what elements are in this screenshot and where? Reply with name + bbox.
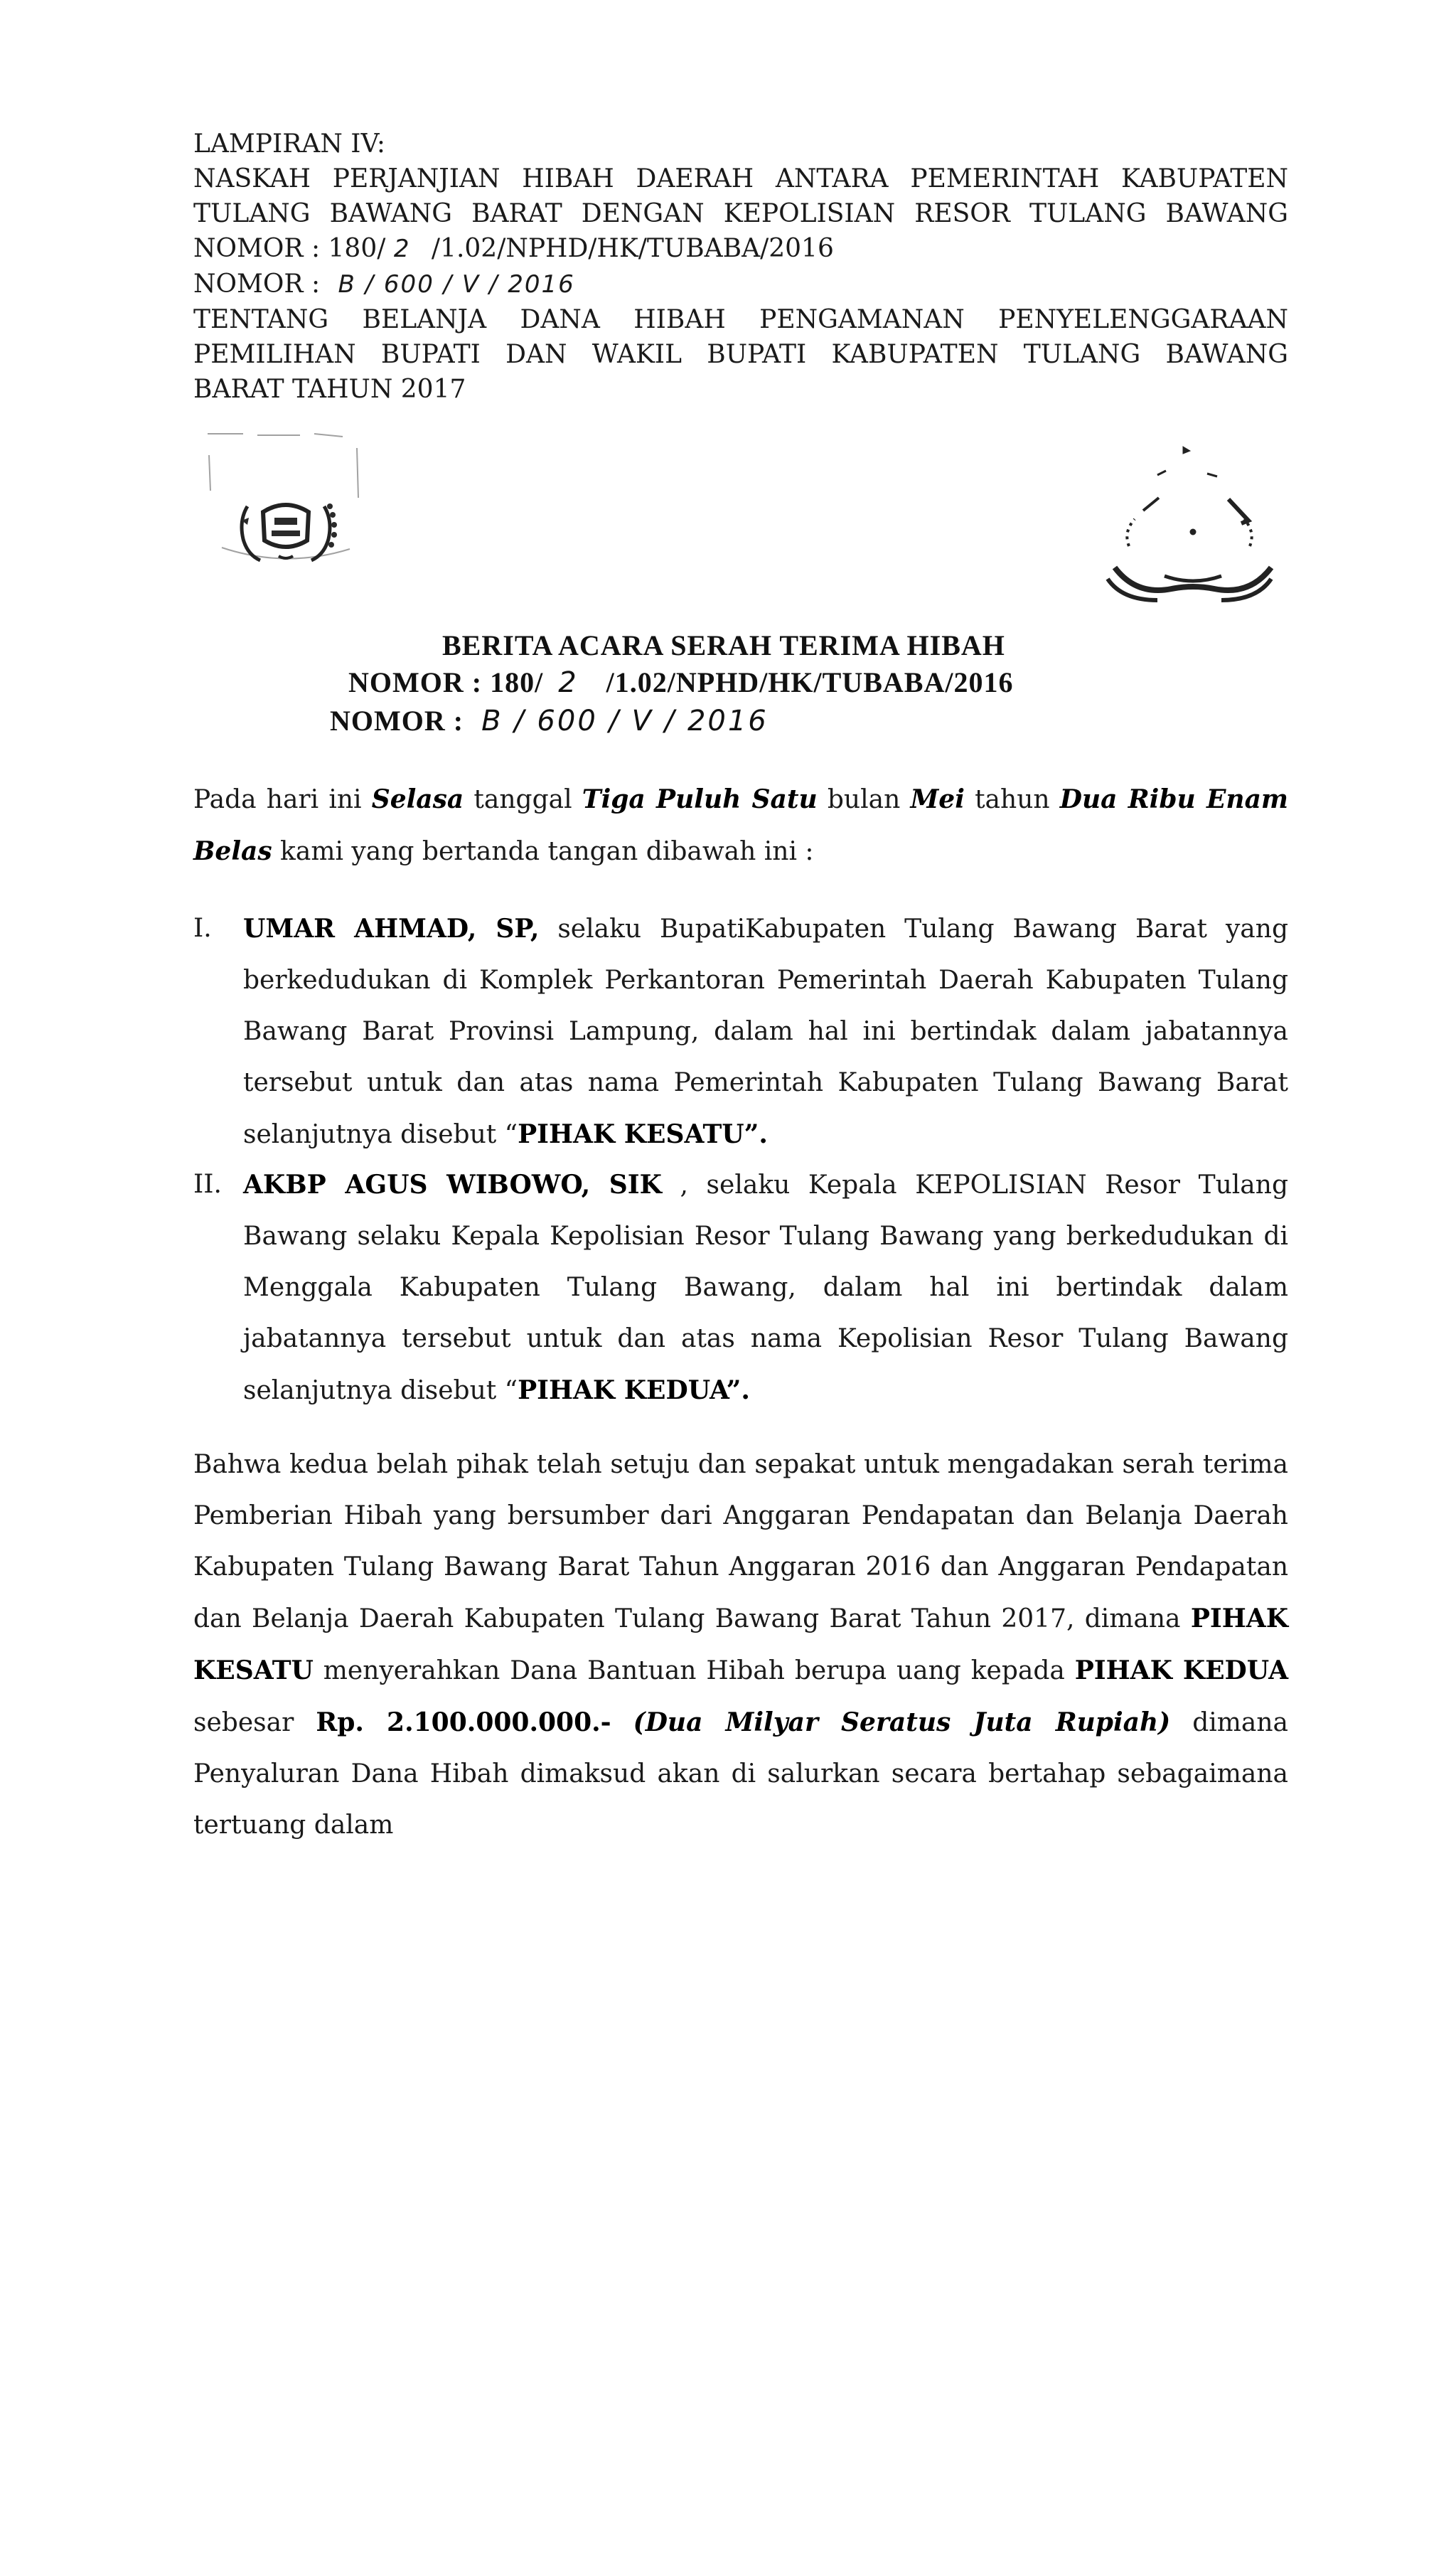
- tentang-line-3: BARAT TAHUN 2017: [193, 375, 466, 404]
- party-1-description: selaku BupatiKabupaten Tulang Bawang Barat yang berkedudukan di Komplek Perkantoran Pemerintah Daerah Kabupaten Tulang Bawang Barat Provinsi Lampung, dalam hal ini bertindak dalam jabatannya tersebut untuk dan atas nama Pemerintah Kabupaten Tulang Bawang Barat selanjutnya disebut “: [243, 915, 1288, 1149]
- agreement-text-3: sebesar: [193, 1708, 316, 1737]
- agreement-party-1: PIHAK KESATU: [193, 1604, 1288, 1685]
- party-2-description: , selaku Kepala KEPOLISIAN Resor Tulang Bawang selaku Kepala Kepolisian Resor Tulang Bawang yang berkedudukan di Menggala Kabupaten Tulang Bawang, dalam hal ini bertindak dalam jabatannya tersebut untuk dan atas nama Kepolisian Resor Tulang Bawang selanjutnya disebut “: [243, 1171, 1289, 1405]
- lampiran-label: LAMPIRAN IV:: [193, 129, 385, 159]
- attachment-header: [193, 127, 1288, 407]
- tentang-line-2: PEMILIHAN BUPATI DAN WAKIL BUPATI KABUPATEN TULANG BAWANG: [193, 340, 1288, 369]
- agreement-amount: Rp. 2.100.000.000.-: [316, 1707, 611, 1737]
- agreement-amount-words: (Dua Milyar Seratus Juta Rupiah): [633, 1707, 1171, 1737]
- party-2-end: ”.: [726, 1375, 750, 1405]
- document-title: BERITA ACARA SERAH TERIMA HIBAH: [442, 629, 1005, 661]
- header-nomor-1-prefix: NOMOR : 180/: [193, 234, 386, 263]
- party-1-end: ”.: [744, 1119, 768, 1149]
- intro-text-5: kami yang bertanda tangan dibawah ini :: [272, 837, 814, 866]
- intro-year: Dua Ribu Enam Belas: [193, 784, 1288, 866]
- polri-emblem-icon: [1086, 439, 1292, 617]
- intro-text-3: bulan: [817, 785, 911, 814]
- intro-text-1: Pada hari ini: [193, 785, 372, 814]
- agreement-text-5: dimana Penyaluran Dana Hibah dimaksud akan di salurkan secara bertahap sebagaimana tertuang dalam: [193, 1708, 1289, 1840]
- title-nomor-1-prefix: NOMOR : 180/: [348, 666, 544, 698]
- party-1-name: UMAR AHMAD, SP,: [243, 914, 540, 944]
- intro-paragraph: [193, 774, 1288, 878]
- agreement-paragraph: [193, 1439, 1288, 1851]
- intro-text-4: tahun: [964, 785, 1060, 814]
- party-1-number: I.: [193, 914, 212, 943]
- party-2-number: II.: [193, 1170, 222, 1199]
- title-nomor-2-prefix: NOMOR :: [330, 705, 464, 737]
- header-nomor-2: [193, 267, 1288, 302]
- party-1-text: [243, 903, 1288, 1161]
- title-nomor-1-handwritten: 2: [558, 666, 579, 699]
- tentang-line-1: TENTANG BELANJA DANA HIBAH PENGAMANAN PENYELENGGARAAN: [193, 305, 1288, 334]
- party-1-alias: PIHAK KESATU: [518, 1119, 744, 1149]
- party-2-alias: PIHAK KEDUA: [518, 1375, 727, 1405]
- title-nomor-1: [348, 666, 1013, 699]
- naskah-line-2: TULANG BAWANG BARAT DENGAN KEPOLISIAN RESOR TULANG BAWANG: [193, 199, 1288, 228]
- title-nomor-2: [330, 704, 769, 737]
- agreement-text-4: [611, 1708, 633, 1737]
- agreement-text-1: Bahwa kedua belah pihak telah setuju dan sepakat untuk mengadakan serah terima Pemberian Hibah yang bersumber dari Anggaran Pendapatan dan Belanja Daerah Kabupaten Tulang Bawang Barat Tahun Anggaran 2016 dan Anggaran Pendapatan dan Belanja Daerah Kabupaten Tulang Bawang Barat Tahun 2017, dimana: [193, 1450, 1288, 1633]
- header-nomor-2-handwritten: B / 600 / V / 2016: [338, 270, 575, 299]
- intro-month: Mei: [910, 784, 965, 814]
- title-nomor-2-handwritten: B / 600 / V / 2016: [481, 705, 769, 737]
- intro-text-2: tanggal: [464, 785, 582, 814]
- header-nomor-1: [193, 231, 1288, 267]
- party-2-text: [243, 1159, 1288, 1417]
- agreement-party-2: PIHAK KEDUA: [1074, 1655, 1288, 1685]
- header-nomor-1-handwritten: 2: [393, 235, 411, 263]
- intro-day: Selasa: [371, 784, 464, 814]
- agreement-text-2: menyerahkan Dana Bantuan Hibah berupa uang kepada: [313, 1656, 1075, 1685]
- tubaba-regency-emblem-icon: [200, 427, 371, 612]
- naskah-line-1: NASKAH PERJANJIAN HIBAH DAERAH ANTARA PEMERINTAH KABUPATEN: [193, 164, 1288, 193]
- party-2-name: AKBP AGUS WIBOWO, SIK: [243, 1170, 662, 1200]
- title-nomor-1-suffix: /1.02/NPHD/HK/TUBABA/2016: [606, 666, 1014, 698]
- header-nomor-2-prefix: NOMOR :: [193, 270, 321, 299]
- intro-date: Tiga Puluh Satu: [582, 784, 818, 814]
- header-nomor-1-suffix: /1.02/NPHD/HK/TUBABA/2016: [431, 234, 834, 263]
